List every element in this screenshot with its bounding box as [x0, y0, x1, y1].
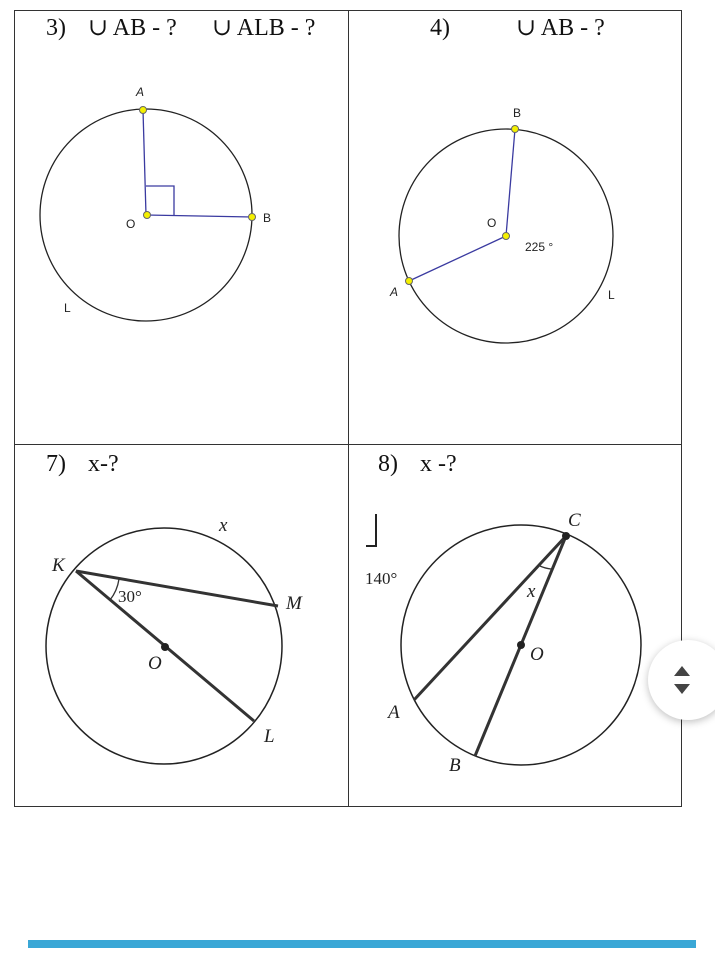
problem-3-point-o	[144, 212, 151, 219]
problem-3-label-a: A	[136, 85, 145, 99]
problem-4-point-b	[512, 126, 519, 133]
problem-8-label-b: B	[449, 755, 461, 776]
problem-8-angle-arc	[540, 566, 551, 569]
problem-7-label-l: L	[264, 726, 275, 747]
chevron-down-icon	[674, 684, 690, 694]
problem-3-label-o: O	[126, 217, 136, 231]
problem-7-chord-km	[76, 571, 278, 606]
problem-4-angle-label: 225 °	[525, 240, 554, 254]
problem-4-figure	[389, 106, 615, 343]
problem-8-label-c: C	[568, 510, 581, 531]
problem-8-chord-ca	[414, 536, 566, 700]
problem-4-label-b: B	[513, 106, 522, 120]
problem-4-number: 4)	[430, 15, 450, 41]
problem-3-right-angle-mark	[146, 186, 174, 215]
problem-8-corner-mark	[366, 514, 376, 546]
problem-7-label-k: K	[52, 555, 65, 576]
problem-3-radius-ob	[146, 215, 252, 217]
problem-7-figure	[46, 515, 303, 764]
problem-7-angle-label: 30°	[118, 587, 142, 606]
problem-7-question: x-?	[88, 451, 119, 477]
problem-4-label-o: O	[487, 216, 497, 230]
problem-4-question: ∪ AB - ?	[516, 15, 605, 41]
problem-8-question: x -?	[420, 451, 457, 477]
problem-4-point-a	[406, 278, 413, 285]
problem-8-point-c	[562, 532, 570, 540]
problem-3-point-b	[249, 214, 256, 221]
problem-8-angle-label: 140°	[365, 569, 398, 588]
chevron-up-icon	[674, 666, 690, 676]
problem-7-label-o: O	[148, 653, 162, 674]
problem-4-label-a: A	[390, 285, 399, 299]
problem-3-point-a	[140, 107, 147, 114]
problem-8-number: 8)	[378, 451, 398, 477]
problem-8-figure	[365, 510, 641, 776]
problem-7-label-m: M	[286, 593, 302, 614]
problem-8-center-point	[517, 641, 525, 649]
problem-3-label-b: B	[263, 211, 272, 225]
problem-3-label-l: L	[64, 301, 71, 315]
problem-3-figure	[40, 85, 271, 321]
problem-3-question-2: ∪ ALB - ?	[212, 15, 316, 41]
problem-8-label-a: A	[388, 702, 400, 723]
problem-4-radius-oa	[409, 236, 506, 281]
problem-4-label-l: L	[608, 288, 615, 302]
bottom-accent-bar	[28, 940, 696, 948]
problem-8-label-o: O	[530, 644, 544, 665]
problem-3-number: 3)	[46, 15, 66, 41]
problem-3-question-1: ∪ AB - ?	[88, 15, 177, 41]
problem-4-point-o	[503, 233, 510, 240]
problem-7-arc-label-x: x	[219, 515, 228, 536]
problem-4-radius-ob	[506, 129, 515, 236]
problem-8-arc-label-x: x	[527, 581, 536, 602]
problem-3-radius-oa	[143, 110, 146, 215]
problem-7-number: 7)	[46, 451, 66, 477]
problem-7-center-point	[161, 643, 169, 651]
